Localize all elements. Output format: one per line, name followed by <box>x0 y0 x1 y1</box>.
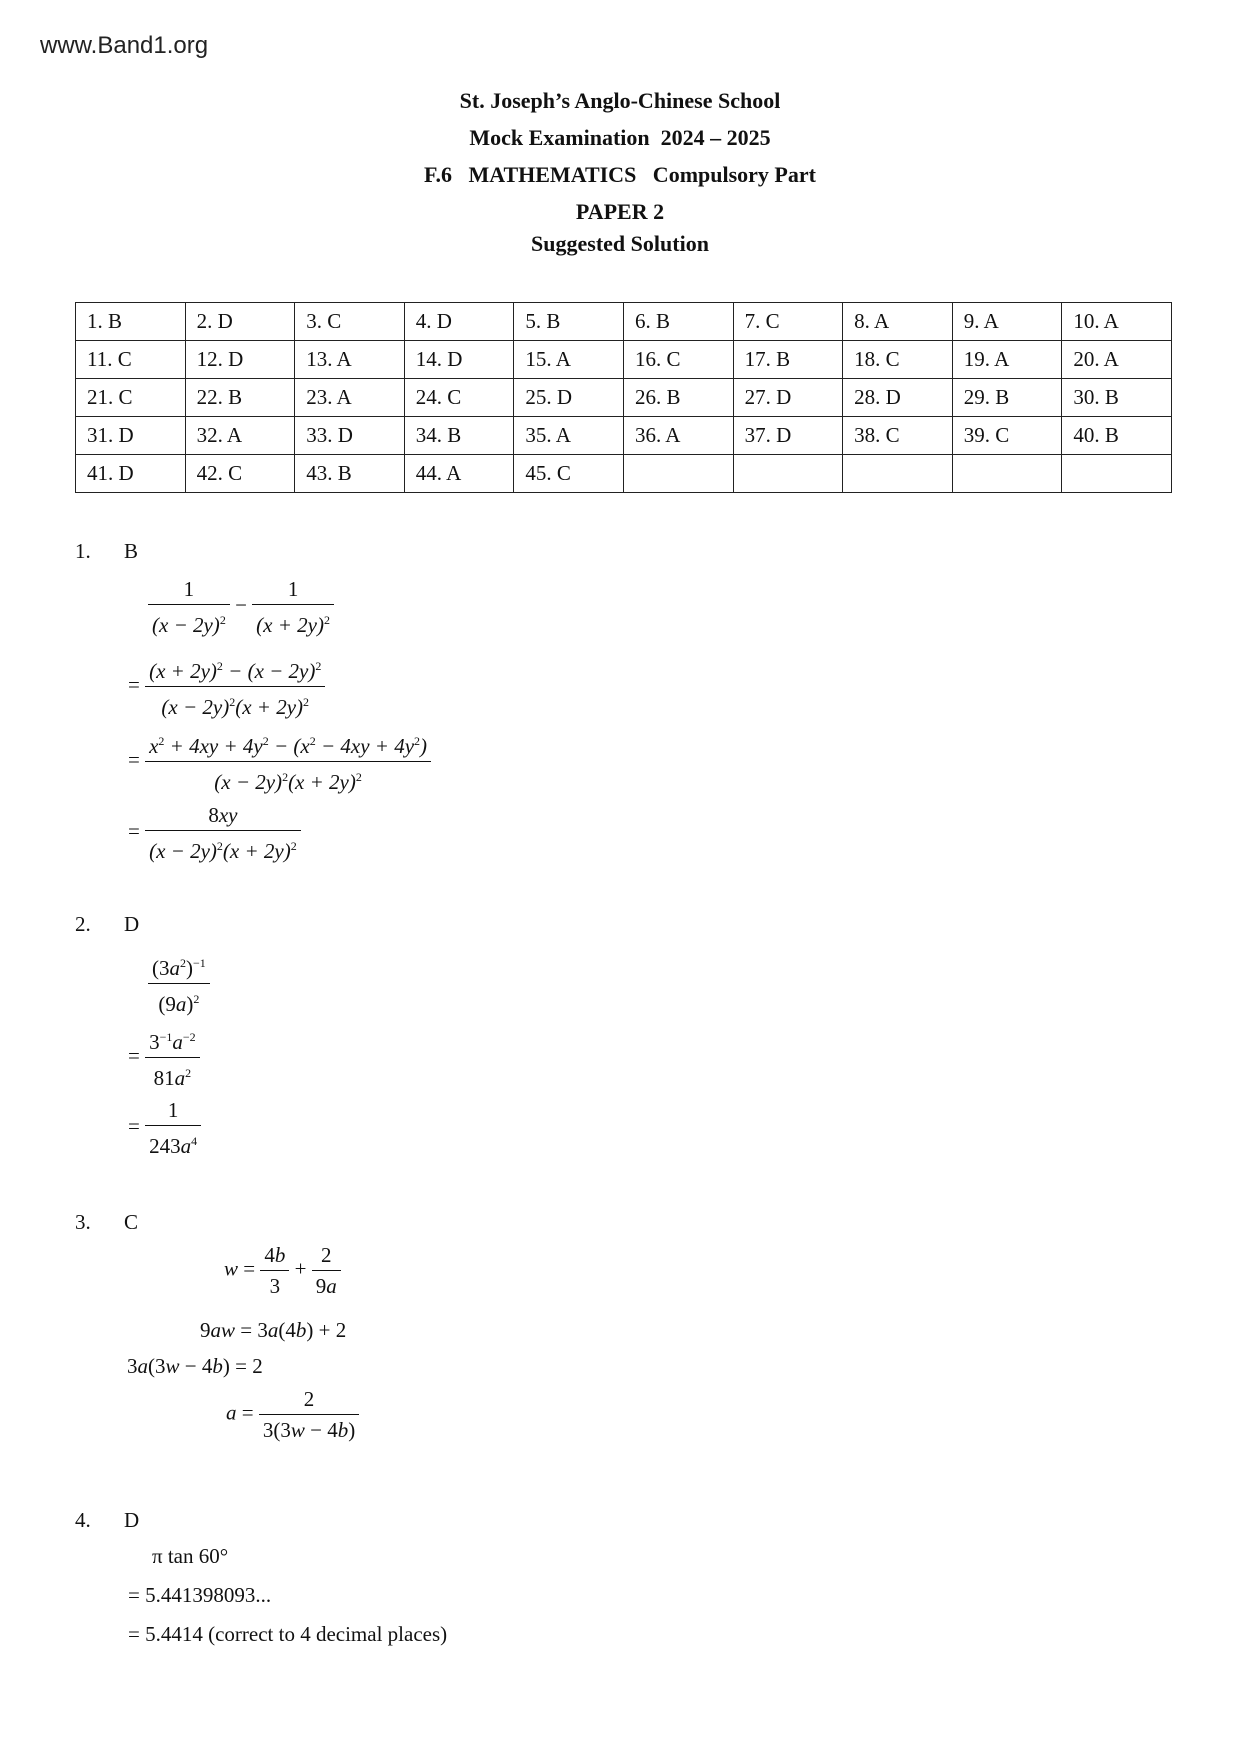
answer-cell: 24. C <box>404 379 514 417</box>
q1-step-3: = $\frac{x^2 + 4xy + 4y^2 - (x^2 - 4xy + 4y^2)}{(x - 2y)^2(x + 2y)^2}$ <box>128 726 431 797</box>
answer-cell: 30. B <box>1062 379 1172 417</box>
answer-cell: 29. B <box>952 379 1062 417</box>
answer-cell: 14. D <box>404 341 514 379</box>
q4-step-1: π tan 60° <box>152 1544 229 1568</box>
q1-step-4: = $\frac{8xy}{(x - 2y)^2(x + 2y)^2}$ <box>128 800 301 866</box>
answer-cell <box>843 455 953 493</box>
question-answer: C <box>124 1210 139 1234</box>
answer-cell: 21. C <box>76 379 186 417</box>
answer-cell: 6. B <box>623 303 733 341</box>
paper-name: PAPER 2 <box>575 199 665 224</box>
q1-step-1: $\frac{1}{(x - 2y)^2}$ − $\frac{1}{(x + 2y)^2}$ <box>148 574 334 640</box>
answer-cell: 15. A <box>514 341 624 379</box>
answer-cell <box>1062 455 1172 493</box>
answer-cell: 31. D <box>76 417 186 455</box>
q3-step-3: 3a(3w − 4b) = 2 <box>127 1354 263 1378</box>
answer-cell: 3. C <box>295 303 405 341</box>
answer-cell: 40. B <box>1062 417 1172 455</box>
question-answer: D <box>124 1508 140 1532</box>
answer-cell: 32. A <box>185 417 295 455</box>
question-answer: B <box>124 539 139 563</box>
answer-cell: 19. A <box>952 341 1062 379</box>
answer-cell: 8. A <box>843 303 953 341</box>
answer-row <box>76 379 1172 417</box>
answer-cell: 17. B <box>733 341 843 379</box>
answer-cell: 37. D <box>733 417 843 455</box>
exam-name: Mock Examination 2024 – 2025 <box>469 125 771 150</box>
q1-step-2: = $\frac{(x + 2y)^2 - (x - 2y)^2}{(x - 2y)^2(x + 2y)^2}$ <box>128 651 325 722</box>
answer-row <box>76 417 1172 455</box>
answer-cell: 23. A <box>295 379 405 417</box>
answer-row <box>76 341 1172 379</box>
q2-step-2: = $\frac{3^{-1}a^{-2}}{81a^2}$ <box>128 1022 200 1093</box>
subject-name: F.6 MATHEMATICS Compulsory Part <box>424 162 816 187</box>
q4-step-3: = 5.4414 (correct to 4 decimal places) <box>128 1622 448 1646</box>
answer-row <box>76 455 1172 493</box>
answer-cell: 4. D <box>404 303 514 341</box>
question-number: 2. <box>75 912 91 936</box>
answer-cell: 41. D <box>76 455 186 493</box>
answer-cell: 34. B <box>404 417 514 455</box>
answer-cell <box>952 455 1062 493</box>
answer-cell: 36. A <box>623 417 733 455</box>
question-number: 1. <box>75 539 91 563</box>
answer-cell: 10. A <box>1062 303 1172 341</box>
document-title: Suggested Solution <box>531 231 709 256</box>
answer-cell: 16. C <box>623 341 733 379</box>
answer-cell: 25. D <box>514 379 624 417</box>
answer-cell: 35. A <box>514 417 624 455</box>
answer-cell: 20. A <box>1062 341 1172 379</box>
school-name: St. Joseph’s Anglo-Chinese School <box>459 88 781 113</box>
answer-cell: 9. A <box>952 303 1062 341</box>
answer-cell: 13. A <box>295 341 405 379</box>
answer-cell: 28. D <box>843 379 953 417</box>
answer-cell: 11. C <box>76 341 186 379</box>
answer-key-table <box>75 302 1172 493</box>
q3-step-4: a = $\frac{2}{3(3w - 4b)}$ <box>226 1384 359 1445</box>
answer-cell <box>733 455 843 493</box>
answer-cell: 44. A <box>404 455 514 493</box>
answer-cell: 5. B <box>514 303 624 341</box>
answer-cell: 12. D <box>185 341 295 379</box>
q2-step-1: $\frac{(3a^2)^{-1}}{(9a)^2}$ <box>148 948 210 1019</box>
answer-cell: 2. D <box>185 303 295 341</box>
answer-cell: 33. D <box>295 417 405 455</box>
answer-cell: 39. C <box>952 417 1062 455</box>
answer-cell: 18. C <box>843 341 953 379</box>
q2-step-3: = $\frac{1}{243a^4}$ <box>128 1095 201 1161</box>
answer-cell <box>623 455 733 493</box>
answer-cell: 43. B <box>295 455 405 493</box>
answer-cell: 7. C <box>733 303 843 341</box>
answer-cell: 38. C <box>843 417 953 455</box>
q3-step-1: w = $\frac{4b}{3}$ + $\frac{2}{9a}$ <box>224 1240 341 1301</box>
answer-cell: 42. C <box>185 455 295 493</box>
q3-step-2: 9aw = 3a(4b) + 2 <box>200 1318 347 1342</box>
answer-cell: 1. B <box>76 303 186 341</box>
question-answer: D <box>124 912 140 936</box>
question-number: 4. <box>75 1508 91 1532</box>
answer-cell: 45. C <box>514 455 624 493</box>
watermark-url: www.Band1.org <box>40 32 209 59</box>
question-number: 3. <box>75 1210 91 1234</box>
answer-cell: 27. D <box>733 379 843 417</box>
q4-step-2: = 5.441398093... <box>128 1583 272 1607</box>
answer-cell: 26. B <box>623 379 733 417</box>
answer-row <box>76 303 1172 341</box>
answer-cell: 22. B <box>185 379 295 417</box>
